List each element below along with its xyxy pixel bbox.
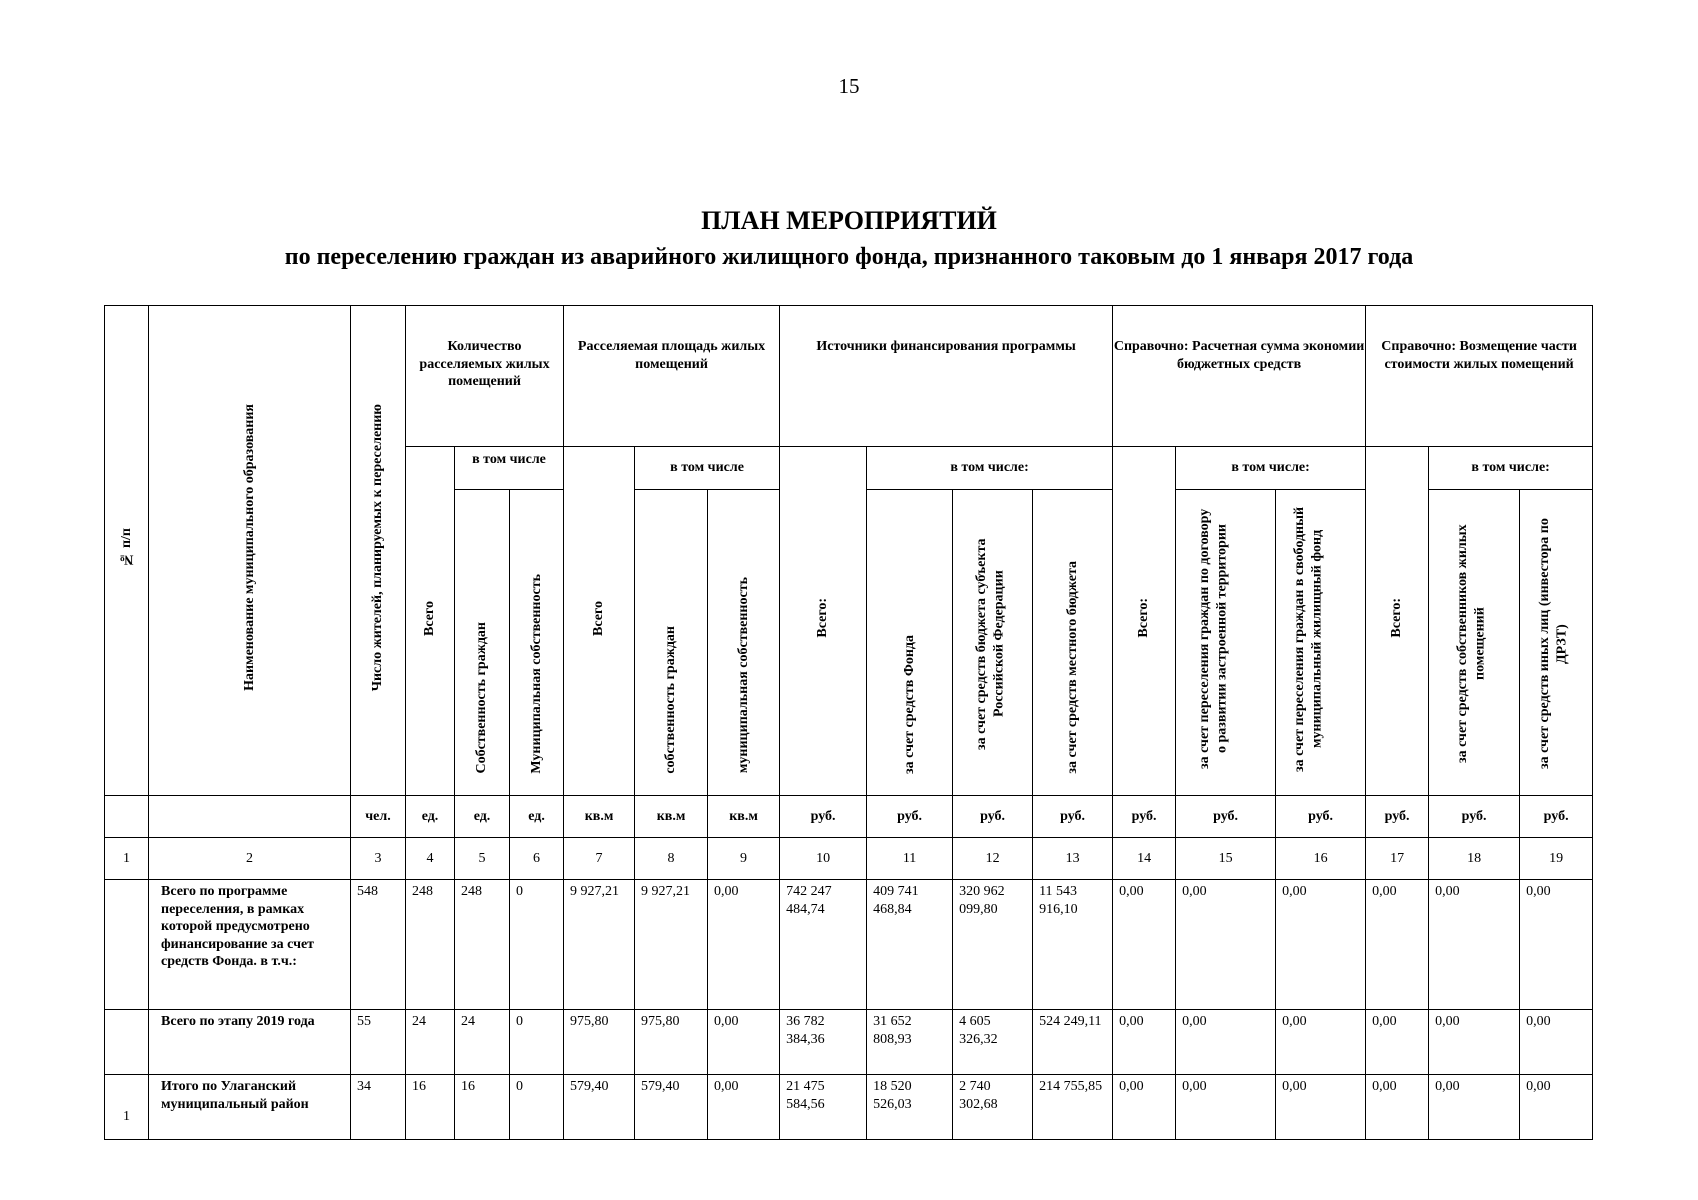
cell-rooms-owned: 16 <box>455 1075 510 1140</box>
cell-compensation-total: 0,00 <box>1366 880 1429 1010</box>
unit-cell-empty <box>149 796 351 838</box>
header-col-number: № п/п <box>105 306 149 796</box>
header-group-savings: Справочно: Расчетная сумма экономии бюджетных средств <box>1113 306 1366 447</box>
row-name: Всего по программе переселения, в рамках которой предусмотрено финансирование за счет средств Фонда. в т.ч.: <box>149 880 351 1010</box>
table-row <box>105 1010 1593 1075</box>
column-number: 6 <box>510 838 564 880</box>
column-number: 10 <box>780 838 867 880</box>
column-number: 8 <box>635 838 708 880</box>
header-rooms-including: в том числе <box>455 447 564 490</box>
cell-savings-total: 0,00 <box>1113 1075 1176 1140</box>
cell-rooms-owned: 248 <box>455 880 510 1010</box>
header-area-including: в том числе <box>635 447 780 490</box>
row-index <box>105 880 149 1010</box>
document-subtitle: по переселению граждан из аварийного жилищного фонда, признанного таковым до 1 января 2017 года <box>284 244 1414 270</box>
header-financing-total: Всего: <box>780 447 867 796</box>
unit-cell: ед. <box>406 796 455 838</box>
cell-financing-local: 524 249,11 <box>1033 1010 1113 1075</box>
cell-rooms-municipal: 0 <box>510 880 564 1010</box>
column-number: 19 <box>1520 838 1593 880</box>
cell-area-total: 579,40 <box>564 1075 635 1140</box>
header-rooms-total: Всего <box>406 447 455 796</box>
header-compensation-others: за счет средств иных лиц (инвестора по ДРЗТ) <box>1520 490 1593 796</box>
cell-area-owned: 975,80 <box>635 1010 708 1075</box>
unit-cell: руб. <box>1276 796 1366 838</box>
column-number: 12 <box>953 838 1033 880</box>
column-numbers-row <box>105 838 1593 880</box>
cell-rooms-municipal: 0 <box>510 1010 564 1075</box>
unit-cell: руб. <box>1429 796 1520 838</box>
cell-financing-subject: 2 740 302,68 <box>953 1075 1033 1140</box>
header-area-total: Всего <box>564 447 635 796</box>
header-savings-total: Всего: <box>1113 447 1176 796</box>
unit-cell: кв.м <box>708 796 780 838</box>
unit-cell: кв.м <box>635 796 708 838</box>
column-number: 3 <box>351 838 406 880</box>
cell-financing-subject: 320 962 099,80 <box>953 880 1033 1010</box>
header-savings-development: за счет переселения граждан по договору о развитии застроенной территории <box>1176 490 1276 796</box>
cell-financing-fund: 18 520 526,03 <box>867 1075 953 1140</box>
unit-cell: чел. <box>351 796 406 838</box>
row-name: Всего по этапу 2019 года <box>149 1010 351 1075</box>
cell-compensation-total: 0,00 <box>1366 1075 1429 1140</box>
page-number: 15 <box>838 74 860 98</box>
unit-cell: руб. <box>1113 796 1176 838</box>
cell-compensation-others: 0,00 <box>1520 1010 1593 1075</box>
header-financing-subject: за счет средств бюджета субъекта Российской Федерации <box>953 490 1033 796</box>
cell-financing-fund: 409 741 468,84 <box>867 880 953 1010</box>
unit-cell: руб. <box>867 796 953 838</box>
cell-savings-development: 0,00 <box>1176 1075 1276 1140</box>
column-number: 1 <box>105 838 149 880</box>
unit-cell: руб. <box>1033 796 1113 838</box>
header-group-compensation: Справочно: Возмещение части стоимости жилых помещений <box>1366 306 1593 447</box>
header-group-financing: Источники финансирования программы <box>780 306 1113 447</box>
column-number: 15 <box>1176 838 1276 880</box>
header-savings-free-fund: за счет переселения граждан в свободный муниципальный жилищный фонд <box>1276 490 1366 796</box>
cell-compensation-total: 0,00 <box>1366 1010 1429 1075</box>
cell-savings-free-fund: 0,00 <box>1276 1010 1366 1075</box>
header-residents-count: Число жителей, планируемых к переселению <box>351 306 406 796</box>
unit-cell-empty <box>105 796 149 838</box>
column-number: 13 <box>1033 838 1113 880</box>
table-row <box>105 880 1593 1010</box>
unit-cell: руб. <box>1176 796 1276 838</box>
cell-compensation-owners: 0,00 <box>1429 1075 1520 1140</box>
unit-cell: кв.м <box>564 796 635 838</box>
column-number: 2 <box>149 838 351 880</box>
header-municipality-name: Наименование муниципального образования <box>149 306 351 796</box>
header-group-area: Расселяемая площадь жилых помещений <box>564 306 780 447</box>
cell-area-municipal: 0,00 <box>708 880 780 1010</box>
column-number: 9 <box>708 838 780 880</box>
document-title: ПЛАН МЕРОПРИЯТИЙ <box>701 206 997 235</box>
header-compensation-owners: за счет средств собственников жилых помещений <box>1429 490 1520 796</box>
unit-cell: руб. <box>780 796 867 838</box>
header-financing-local: за счет средств местного бюджета <box>1033 490 1113 796</box>
header-savings-including: в том числе: <box>1176 447 1366 490</box>
column-number: 14 <box>1113 838 1176 880</box>
cell-savings-development: 0,00 <box>1176 880 1276 1010</box>
cell-savings-total: 0,00 <box>1113 1010 1176 1075</box>
column-number: 5 <box>455 838 510 880</box>
cell-compensation-owners: 0,00 <box>1429 880 1520 1010</box>
column-number: 11 <box>867 838 953 880</box>
cell-savings-total: 0,00 <box>1113 880 1176 1010</box>
unit-cell: руб. <box>1520 796 1593 838</box>
unit-cell: руб. <box>953 796 1033 838</box>
cell-compensation-others: 0,00 <box>1520 1075 1593 1140</box>
cell-rooms-owned: 24 <box>455 1010 510 1075</box>
cell-financing-total: 742 247 484,74 <box>780 880 867 1010</box>
cell-financing-fund: 31 652 808,93 <box>867 1010 953 1075</box>
cell-area-total: 975,80 <box>564 1010 635 1075</box>
cell-financing-local: 11 543 916,10 <box>1033 880 1113 1010</box>
cell-financing-local: 214 755,85 <box>1033 1075 1113 1140</box>
cell-residents: 55 <box>351 1010 406 1075</box>
cell-area-owned: 9 927,21 <box>635 880 708 1010</box>
row-index <box>105 1010 149 1075</box>
header-group-rooms: Количество расселяемых жилых помещений <box>406 306 564 447</box>
header-compensation-total: Всего: <box>1366 447 1429 796</box>
cell-savings-free-fund: 0,00 <box>1276 880 1366 1010</box>
header-financing-including: в том числе: <box>867 447 1113 490</box>
header-area-owned: собственность граждан <box>635 490 708 796</box>
header-rooms-owned: Собственность граждан <box>455 490 510 796</box>
cell-compensation-owners: 0,00 <box>1429 1010 1520 1075</box>
column-number: 18 <box>1429 838 1520 880</box>
cell-residents: 548 <box>351 880 406 1010</box>
unit-cell: ед. <box>455 796 510 838</box>
header-area-municipal: муниципальная собственность <box>708 490 780 796</box>
cell-financing-subject: 4 605 326,32 <box>953 1010 1033 1075</box>
units-row <box>105 796 1593 838</box>
cell-savings-development: 0,00 <box>1176 1010 1276 1075</box>
header-rooms-municipal: Муниципальная собственность <box>510 490 564 796</box>
column-number: 7 <box>564 838 635 880</box>
cell-compensation-others: 0,00 <box>1520 880 1593 1010</box>
header-compensation-including: в том числе: <box>1429 447 1593 490</box>
row-index: 1 <box>105 1075 149 1140</box>
unit-cell: ед. <box>510 796 564 838</box>
cell-financing-total: 36 782 384,36 <box>780 1010 867 1075</box>
cell-area-total: 9 927,21 <box>564 880 635 1010</box>
cell-area-municipal: 0,00 <box>708 1075 780 1140</box>
column-number: 17 <box>1366 838 1429 880</box>
cell-area-owned: 579,40 <box>635 1075 708 1140</box>
unit-cell: руб. <box>1366 796 1429 838</box>
cell-savings-free-fund: 0,00 <box>1276 1075 1366 1140</box>
cell-rooms-municipal: 0 <box>510 1075 564 1140</box>
table-row <box>105 1075 1593 1140</box>
row-name: Итого по Улаганский муниципальный район <box>149 1075 351 1140</box>
cell-area-municipal: 0,00 <box>708 1010 780 1075</box>
column-number: 16 <box>1276 838 1366 880</box>
cell-rooms-total: 248 <box>406 880 455 1010</box>
cell-rooms-total: 16 <box>406 1075 455 1140</box>
header-financing-fund: за счет средств Фонда <box>867 490 953 796</box>
column-number: 4 <box>406 838 455 880</box>
resettlement-plan-table <box>104 305 1593 1140</box>
cell-financing-total: 21 475 584,56 <box>780 1075 867 1140</box>
cell-residents: 34 <box>351 1075 406 1140</box>
cell-rooms-total: 24 <box>406 1010 455 1075</box>
